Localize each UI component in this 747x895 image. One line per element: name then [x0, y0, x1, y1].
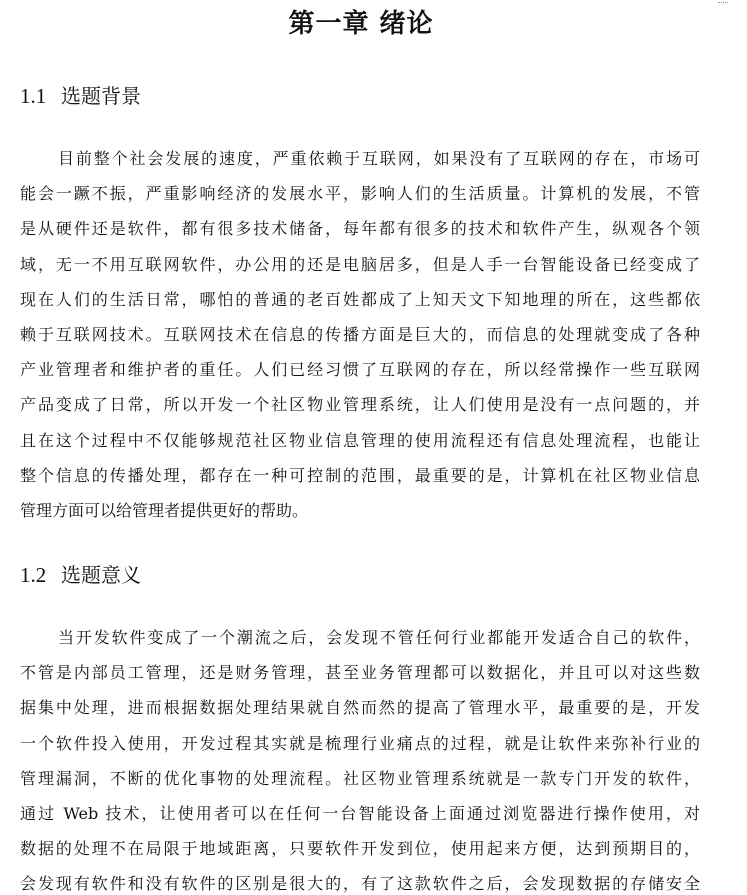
text-line: 整个信息的传播处理，都存在一种可控制的范围，最重要的是，计算机在社区物业信息	[20, 465, 700, 485]
text-line: 不管是内部员工管理，还是财务管理，甚至业务管理都可以数据化，并且可以对这些数	[20, 663, 700, 683]
section-title: 选题意义	[61, 563, 141, 587]
section-number: 1.2	[20, 563, 47, 587]
text-line: 当开发软件变成了一个潮流之后，会发现不管任何行业都能开发适合自己的软件，	[58, 628, 700, 647]
text-line: 现在人们的生活日常，哪怕的普通的老百姓都成了上知天文下知地理的所在，这些都依	[20, 289, 700, 309]
text-line: 管理方面可以给管理者提供更好的帮助。	[20, 501, 309, 521]
text-line: 且在这个过程中不仅能够规范社区物业信息管理的使用流程还有信息处理流程，也能让	[20, 430, 700, 450]
text-line: 域，无一不用互联网软件，办公用的还是电脑居多，但是人手一台智能设备已经变成了	[20, 254, 700, 274]
text-line: 产品变成了日常，所以开发一个社区物业管理系统，让人们使用是没有一点问题的，并	[20, 395, 700, 415]
text-line: 数据的处理不在局限于地域距离，只要软件开发到位，使用起来方便，达到预期目的，	[20, 839, 700, 859]
text-line: 产业管理者和维护者的重任。人们已经习惯了互联网的存在，所以经常操作一些互联网	[20, 360, 700, 380]
section-heading-1-1	[20, 81, 141, 111]
text-line: 一个软件投入使用，开发过程其实就是梳理行业痛点的过程，就是让软件来弥补行业的	[20, 733, 700, 753]
text-line: 会发现有软件和没有软件的区别是很大的，有了这款软件之后，会发现数据的存储安全	[20, 874, 700, 894]
paragraph-background	[20, 141, 710, 528]
text-line: 赖于互联网技术。互联网技术在信息的传播方面是巨大的，而信息的处理就变成了各种	[20, 325, 700, 345]
text-line: 通过 Web 技术，让使用者可以在任何一台智能设备上面通过浏览器进行操作使用，对	[20, 804, 700, 824]
text-line: 目前整个社会发展的速度，严重依赖于互联网，如果没有了互联网的存在，市场可	[58, 149, 700, 168]
section-number: 1.1	[20, 84, 47, 108]
text-line: 能会一蹶不振，严重影响经济的发展水平，影响人们的生活质量。计算机的发展，不管	[20, 184, 700, 204]
text-line: 管理漏洞，不断的优化事物的处理流程。社区物业管理系统就是一款专门开发的软件，	[20, 768, 700, 788]
section-heading-1-2	[20, 560, 141, 590]
text-line: 是从硬件还是软件，都有很多技术储备，每年都有很多的技术和软件产生，纵观各个领	[20, 219, 700, 239]
chapter-title: 第一章 绪论	[288, 9, 434, 39]
text-line: 据集中处理，进而根据数据处理结果就自然而然的提高了管理水平，最重要的是，开发	[20, 698, 700, 718]
paragraph-significance	[20, 620, 710, 895]
section-title: 选题背景	[61, 84, 141, 108]
